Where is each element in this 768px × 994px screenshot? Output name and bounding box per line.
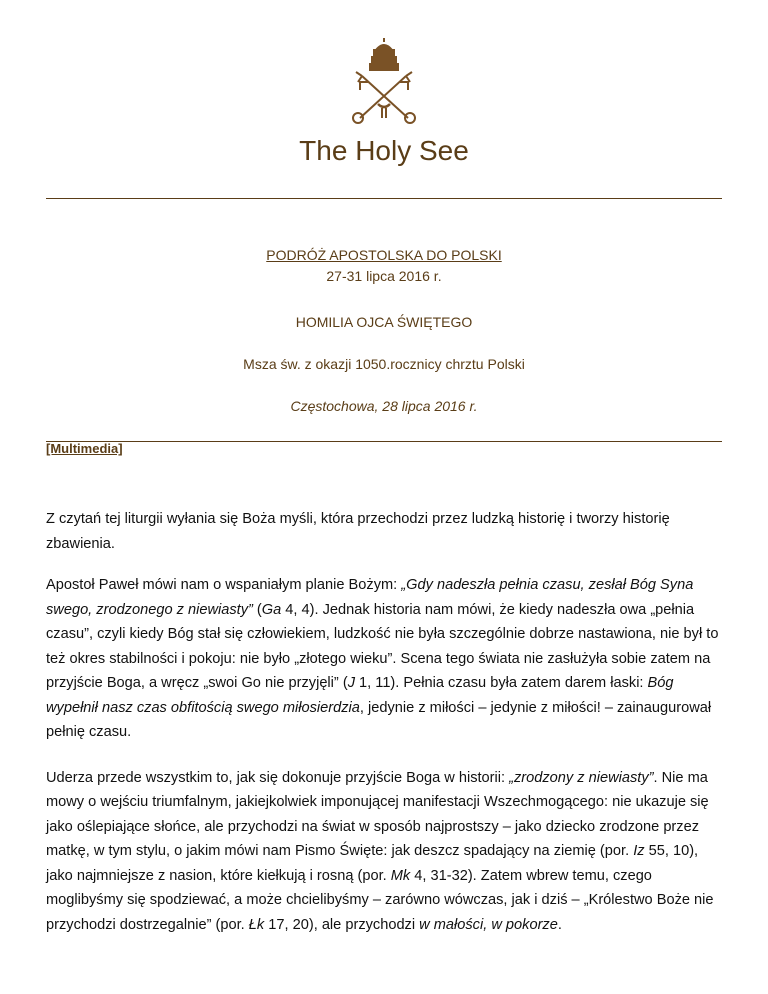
site-title: The Holy See [299, 135, 469, 166]
homily-body [46, 507, 726, 957]
homily-title: HOMILIA OJCA ŚWIĘTEGO [295, 314, 473, 330]
section-divider [46, 441, 722, 442]
place-date: Częstochowa, 28 lipca 2016 r. [290, 398, 478, 414]
paragraph: Uderza przede wszystkim to, jak się dokonuje przyjście Boga w historii: „zrodzony z niewiasty”. Nie ma mowy o wejściu triumfalnym, jakiejkolwiek imponującej manifestacji Wszechmogącego: nie ukazuje się jako oślepiające słońce, ale przychodzi na świat w sposób najprostszy – jako dziecko zrodzone przez matkę, w tym stylu, o jakim mówi nam Pismo Święte: jak deszcz spadający na ziemię (por. Iz 55, 10), jako najmniejsze z nasion, które kiełkują i rosną (por. Mk 4, 31-32). Zatem wbrew temu, czego moglibyśmy się spodziewać, a może chcielibyśmy – zarówno wówczas, jak i dziś – „Królestwo Boże nie przychodzi dostrzegalnie” (por. Łk 17, 20), ale przychodzi w małości, w pokorze. [46, 769, 714, 933]
paragraph: Z czytań tej liturgii wyłania się Boża myśli, która przechodzi przez ludzką historię i tworzy historię zbawienia. [46, 511, 670, 552]
paragraph: Apostoł Paweł mówi nam o wspaniałym planie Bożym: „Gdy nadeszła pełnia czasu, zesłał Bóg Syna swego, zrodzonego z niewiasty” (Ga 4, 4). Jednak historia nam mówi, że kiedy nadeszła owa „pełnia czasu”, czyli kiedy Bóg stał się człowiekiem, ludzkość nie była szczególnie dobrze nastawiona, nie był to też okres stabilności i pokoju: nie było „złotego wieku”. Scena tego świata nie zasłużyła sobie zatem na przyjście Boga, a wręcz „swoi Go nie przyjęli” (J 1, 11). Pełnia czasu była zatem darem łaski: Bóg wypełnił nasz czas obfitością swego miłosierdzia, jedynie z miłości – jedynie z miłości! – zainaugurował pełnię czasu. [46, 577, 719, 740]
trip-dates: 27-31 lipca 2016 r. [326, 268, 442, 284]
occasion-title: Msza św. z okazji 1050.rocznicy chrztu Polski [243, 356, 525, 372]
multimedia-link[interactable]: [Multimedia] [46, 441, 123, 456]
trip-title-link[interactable]: PODRÓŻ APOSTOLSKA DO POLSKI [266, 247, 502, 263]
papal-keys-tiara-icon [338, 38, 430, 130]
header-divider [46, 198, 722, 199]
